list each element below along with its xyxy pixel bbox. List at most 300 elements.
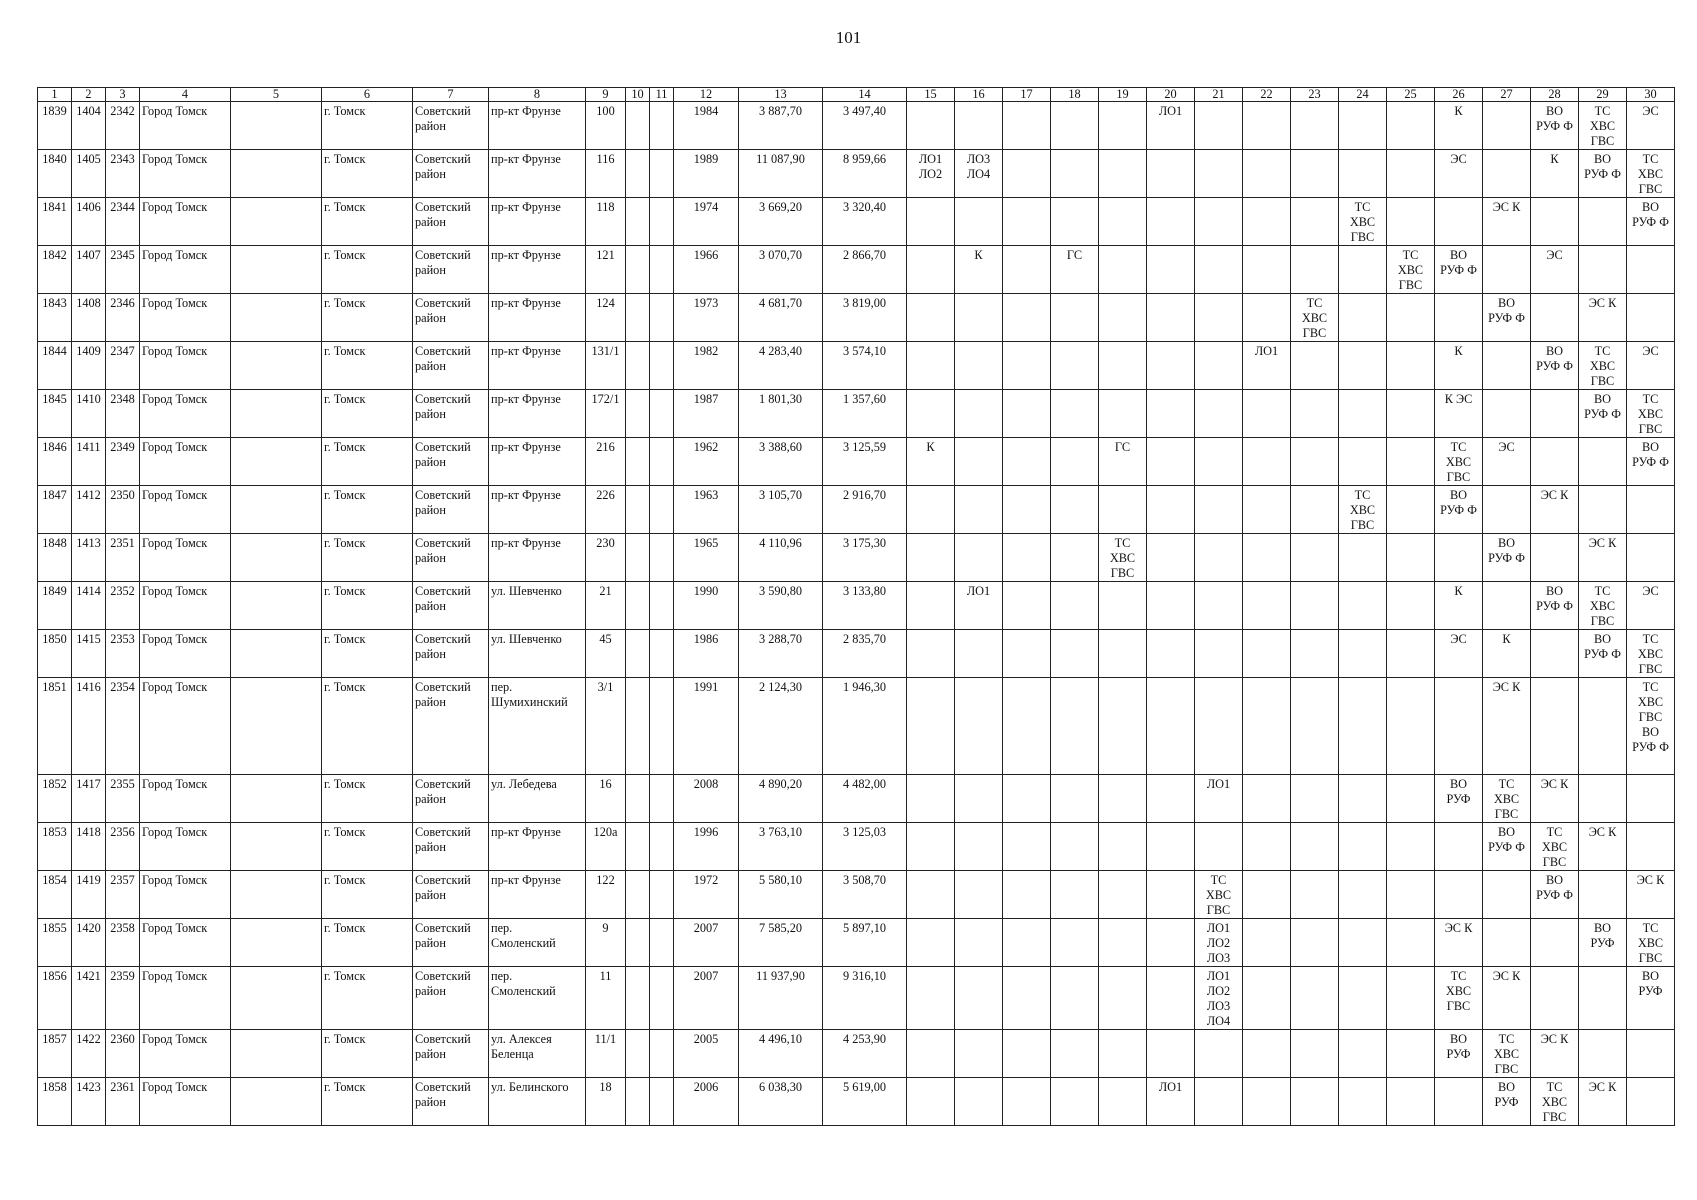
cell-col-2: 1408 [72,294,106,342]
cell-col-19: ГС [1099,438,1147,486]
cell-col-8: пр-кт Фрунзе [489,150,586,198]
cell-col-22 [1243,823,1291,871]
cell-col-2: 1407 [72,246,106,294]
column-header-20: 20 [1147,88,1195,102]
cell-col-25 [1387,438,1435,486]
cell-col-24 [1339,1078,1387,1126]
table-row [38,102,1675,150]
cell-col-17 [1003,775,1051,823]
cell-col-27: ЭС К [1483,967,1531,1030]
cell-col-25 [1387,919,1435,967]
cell-col-14: 3 497,40 [823,102,907,150]
cell-col-13: 3 590,80 [739,582,823,630]
cell-col-18 [1051,342,1099,390]
column-header-11: 11 [650,88,674,102]
cell-col-12: 1991 [674,678,739,775]
cell-col-23 [1291,630,1339,678]
cell-col-29: ТС ХВС ГВС [1579,342,1627,390]
cell-col-22 [1243,1078,1291,1126]
cell-col-19: ТС ХВС ГВС [1099,534,1147,582]
cell-col-4: Город Томск [140,1030,231,1078]
column-header-12: 12 [674,88,739,102]
cell-col-3: 2343 [106,150,140,198]
cell-col-9: 118 [586,198,626,246]
cell-col-27: ЭС К [1483,678,1531,775]
cell-col-13: 3 669,20 [739,198,823,246]
cell-col-18 [1051,919,1099,967]
cell-col-20 [1147,630,1195,678]
cell-col-14: 2 916,70 [823,486,907,534]
cell-col-6: г. Томск [322,534,413,582]
column-header-26: 26 [1435,88,1483,102]
cell-col-9: 9 [586,919,626,967]
cell-col-10 [626,823,650,871]
cell-col-16 [955,871,1003,919]
cell-col-21: ТС ХВС ГВС [1195,871,1243,919]
cell-col-30 [1627,294,1675,342]
cell-col-6: г. Томск [322,967,413,1030]
cell-col-28 [1531,678,1579,775]
cell-col-13: 2 124,30 [739,678,823,775]
cell-col-15 [907,823,955,871]
column-header-19: 19 [1099,88,1147,102]
cell-col-5 [231,919,322,967]
cell-col-16 [955,678,1003,775]
cell-col-11 [650,871,674,919]
cell-col-2: 1411 [72,438,106,486]
cell-col-2: 1417 [72,775,106,823]
cell-col-9: 100 [586,102,626,150]
cell-col-9: 230 [586,534,626,582]
cell-col-21 [1195,150,1243,198]
cell-col-25 [1387,630,1435,678]
cell-col-14: 5 897,10 [823,919,907,967]
table-row [38,582,1675,630]
cell-col-18 [1051,1078,1099,1126]
cell-col-7: Советский район [413,198,489,246]
cell-col-29: ЭС К [1579,294,1627,342]
cell-col-13: 3 763,10 [739,823,823,871]
cell-col-2: 1413 [72,534,106,582]
cell-col-26: К [1435,102,1483,150]
cell-col-25 [1387,582,1435,630]
cell-col-12: 1972 [674,871,739,919]
cell-col-28: ЭС К [1531,486,1579,534]
table-row [38,1030,1675,1078]
cell-col-10 [626,678,650,775]
table-body [38,102,1675,1126]
cell-col-23 [1291,775,1339,823]
cell-col-23 [1291,150,1339,198]
cell-col-30 [1627,775,1675,823]
cell-col-8: пер. Шумихинский [489,678,586,775]
cell-col-27: ТС ХВС ГВС [1483,775,1531,823]
cell-col-16 [955,775,1003,823]
cell-col-22 [1243,438,1291,486]
cell-col-8: ул. Шевченко [489,582,586,630]
cell-col-5 [231,1078,322,1126]
cell-col-28 [1531,198,1579,246]
cell-col-14: 8 959,66 [823,150,907,198]
cell-col-24 [1339,678,1387,775]
cell-col-20 [1147,967,1195,1030]
cell-col-19 [1099,102,1147,150]
cell-col-17 [1003,150,1051,198]
cell-col-25 [1387,294,1435,342]
column-header-28: 28 [1531,88,1579,102]
cell-col-3: 2348 [106,390,140,438]
cell-col-3: 2356 [106,823,140,871]
cell-col-20: ЛО1 [1147,102,1195,150]
cell-col-10 [626,390,650,438]
cell-col-12: 1982 [674,342,739,390]
cell-col-8: ул. Белинского [489,1078,586,1126]
cell-col-3: 2349 [106,438,140,486]
cell-col-3: 2354 [106,678,140,775]
cell-col-11 [650,1078,674,1126]
cell-col-10 [626,871,650,919]
cell-col-1: 1844 [38,342,72,390]
cell-col-11 [650,102,674,150]
cell-col-16 [955,294,1003,342]
cell-col-27: ВО РУФ Ф [1483,823,1531,871]
cell-col-7: Советский район [413,342,489,390]
cell-col-6: г. Томск [322,919,413,967]
cell-col-27 [1483,150,1531,198]
cell-col-13: 3 105,70 [739,486,823,534]
cell-col-9: 18 [586,1078,626,1126]
cell-col-22 [1243,390,1291,438]
cell-col-21 [1195,102,1243,150]
cell-col-30: ЭС [1627,582,1675,630]
cell-col-12: 1966 [674,246,739,294]
table-row [38,534,1675,582]
cell-col-1: 1850 [38,630,72,678]
cell-col-29 [1579,871,1627,919]
cell-col-8: пр-кт Фрунзе [489,871,586,919]
column-header-25: 25 [1387,88,1435,102]
cell-col-5 [231,967,322,1030]
page-number: 101 [835,28,862,47]
column-header-30: 30 [1627,88,1675,102]
cell-col-12: 1996 [674,823,739,871]
cell-col-1: 1847 [38,486,72,534]
cell-col-2: 1415 [72,630,106,678]
cell-col-2: 1420 [72,919,106,967]
cell-col-11 [650,150,674,198]
cell-col-25 [1387,534,1435,582]
cell-col-20 [1147,871,1195,919]
cell-col-8: ул. Шевченко [489,630,586,678]
cell-col-17 [1003,438,1051,486]
table-row [38,1078,1675,1126]
cell-col-4: Город Томск [140,1078,231,1126]
cell-col-27: ВО РУФ Ф [1483,534,1531,582]
cell-col-12: 1963 [674,486,739,534]
cell-col-15: К [907,438,955,486]
cell-col-29 [1579,486,1627,534]
cell-col-8: пр-кт Фрунзе [489,438,586,486]
cell-col-29: ВО РУФ [1579,919,1627,967]
cell-col-20 [1147,198,1195,246]
cell-col-25 [1387,1030,1435,1078]
cell-col-22 [1243,967,1291,1030]
cell-col-3: 2347 [106,342,140,390]
cell-col-15 [907,534,955,582]
cell-col-1: 1839 [38,102,72,150]
cell-col-19 [1099,823,1147,871]
cell-col-11 [650,534,674,582]
cell-col-18 [1051,150,1099,198]
cell-col-29 [1579,775,1627,823]
cell-col-7: Советский район [413,246,489,294]
cell-col-14: 3 175,30 [823,534,907,582]
cell-col-5 [231,342,322,390]
cell-col-12: 2007 [674,919,739,967]
cell-col-23 [1291,582,1339,630]
cell-col-17 [1003,246,1051,294]
cell-col-18 [1051,678,1099,775]
table-row [38,678,1675,775]
cell-col-2: 1409 [72,342,106,390]
cell-col-22: ЛО1 [1243,342,1291,390]
cell-col-28: К [1531,150,1579,198]
cell-col-26: ТС ХВС ГВС [1435,967,1483,1030]
cell-col-11 [650,678,674,775]
column-header-13: 13 [739,88,823,102]
cell-col-28: ЭС [1531,246,1579,294]
cell-col-14: 3 508,70 [823,871,907,919]
cell-col-9: 226 [586,486,626,534]
cell-col-23 [1291,967,1339,1030]
cell-col-28: ЭС К [1531,1030,1579,1078]
cell-col-24 [1339,1030,1387,1078]
cell-col-29 [1579,198,1627,246]
cell-col-16 [955,486,1003,534]
table-row [38,246,1675,294]
cell-col-10 [626,342,650,390]
cell-col-13: 4 283,40 [739,342,823,390]
column-header-10: 10 [626,88,650,102]
cell-col-16 [955,102,1003,150]
cell-col-1: 1858 [38,1078,72,1126]
cell-col-18 [1051,871,1099,919]
cell-col-24 [1339,871,1387,919]
cell-col-19 [1099,678,1147,775]
cell-col-26: ВО РУФ [1435,1030,1483,1078]
cell-col-1: 1843 [38,294,72,342]
cell-col-19 [1099,871,1147,919]
cell-col-5 [231,294,322,342]
cell-col-20 [1147,775,1195,823]
cell-col-9: 11/1 [586,1030,626,1078]
cell-col-30: ТС ХВС ГВС [1627,390,1675,438]
cell-col-4: Город Томск [140,342,231,390]
cell-col-24 [1339,438,1387,486]
cell-col-6: г. Томск [322,438,413,486]
cell-col-20 [1147,150,1195,198]
cell-col-4: Город Томск [140,390,231,438]
cell-col-14: 2 835,70 [823,630,907,678]
cell-col-1: 1852 [38,775,72,823]
cell-col-16 [955,823,1003,871]
cell-col-1: 1857 [38,1030,72,1078]
cell-col-3: 2342 [106,102,140,150]
cell-col-8: пр-кт Фрунзе [489,390,586,438]
cell-col-27 [1483,102,1531,150]
cell-col-17 [1003,630,1051,678]
cell-col-14: 3 320,40 [823,198,907,246]
cell-col-3: 2352 [106,582,140,630]
table-row [38,438,1675,486]
cell-col-23 [1291,871,1339,919]
cell-col-14: 4 482,00 [823,775,907,823]
column-header-4: 4 [140,88,231,102]
cell-col-17 [1003,1030,1051,1078]
cell-col-7: Советский район [413,630,489,678]
cell-col-7: Советский район [413,967,489,1030]
cell-col-2: 1404 [72,102,106,150]
cell-col-22 [1243,678,1291,775]
cell-col-2: 1422 [72,1030,106,1078]
cell-col-9: 3/1 [586,678,626,775]
cell-col-3: 2351 [106,534,140,582]
cell-col-19 [1099,342,1147,390]
cell-col-23 [1291,246,1339,294]
cell-col-1: 1841 [38,198,72,246]
cell-col-8: пр-кт Фрунзе [489,342,586,390]
cell-col-4: Город Томск [140,871,231,919]
cell-col-6: г. Томск [322,1078,413,1126]
column-header-15: 15 [907,88,955,102]
cell-col-6: г. Томск [322,775,413,823]
cell-col-4: Город Томск [140,150,231,198]
cell-col-23: ТС ХВС ГВС [1291,294,1339,342]
column-header-14: 14 [823,88,907,102]
cell-col-8: пр-кт Фрунзе [489,294,586,342]
cell-col-19 [1099,1078,1147,1126]
cell-col-28: ТС ХВС ГВС [1531,1078,1579,1126]
cell-col-6: г. Томск [322,150,413,198]
cell-col-1: 1840 [38,150,72,198]
cell-col-22 [1243,486,1291,534]
cell-col-1: 1842 [38,246,72,294]
cell-col-30: ТС ХВС ГВС ВО РУФ Ф [1627,678,1675,775]
column-header-22: 22 [1243,88,1291,102]
cell-col-22 [1243,294,1291,342]
cell-col-20 [1147,246,1195,294]
cell-col-18 [1051,294,1099,342]
cell-col-10 [626,1030,650,1078]
cell-col-20 [1147,919,1195,967]
cell-col-5 [231,871,322,919]
cell-col-1: 1848 [38,534,72,582]
cell-col-5 [231,775,322,823]
cell-col-26: К [1435,582,1483,630]
cell-col-8: пр-кт Фрунзе [489,102,586,150]
column-header-16: 16 [955,88,1003,102]
cell-col-22 [1243,630,1291,678]
cell-col-21 [1195,823,1243,871]
cell-col-13: 3 388,60 [739,438,823,486]
cell-col-4: Город Томск [140,438,231,486]
cell-col-17 [1003,486,1051,534]
column-header-23: 23 [1291,88,1339,102]
cell-col-17 [1003,342,1051,390]
cell-col-7: Советский район [413,390,489,438]
cell-col-15 [907,390,955,438]
cell-col-11 [650,342,674,390]
cell-col-13: 6 038,30 [739,1078,823,1126]
cell-col-16: ЛО1 [955,582,1003,630]
cell-col-4: Город Томск [140,246,231,294]
cell-col-21 [1195,486,1243,534]
cell-col-15 [907,967,955,1030]
cell-col-19 [1099,390,1147,438]
cell-col-10 [626,534,650,582]
cell-col-22 [1243,198,1291,246]
cell-col-27: К [1483,630,1531,678]
cell-col-16 [955,198,1003,246]
cell-col-27 [1483,486,1531,534]
cell-col-15 [907,486,955,534]
cell-col-29: ВО РУФ Ф [1579,150,1627,198]
cell-col-26: ЭС [1435,150,1483,198]
cell-col-6: г. Томск [322,198,413,246]
cell-col-13: 4 110,96 [739,534,823,582]
cell-col-23 [1291,342,1339,390]
cell-col-21 [1195,390,1243,438]
cell-col-29 [1579,438,1627,486]
cell-col-17 [1003,871,1051,919]
cell-col-11 [650,438,674,486]
cell-col-15 [907,919,955,967]
cell-col-23 [1291,486,1339,534]
cell-col-5 [231,678,322,775]
cell-col-5 [231,486,322,534]
cell-col-18 [1051,198,1099,246]
cell-col-27 [1483,871,1531,919]
cell-col-3: 2350 [106,486,140,534]
cell-col-18 [1051,1030,1099,1078]
cell-col-9: 172/1 [586,390,626,438]
cell-col-28 [1531,438,1579,486]
cell-col-27: ЭС [1483,438,1531,486]
cell-col-14: 3 819,00 [823,294,907,342]
cell-col-2: 1418 [72,823,106,871]
cell-col-26: К [1435,342,1483,390]
cell-col-23 [1291,198,1339,246]
table-row [38,871,1675,919]
cell-col-22 [1243,919,1291,967]
cell-col-27 [1483,342,1531,390]
cell-col-30 [1627,486,1675,534]
cell-col-17 [1003,919,1051,967]
cell-col-4: Город Томск [140,582,231,630]
cell-col-23 [1291,678,1339,775]
cell-col-13: 4 496,10 [739,1030,823,1078]
cell-col-19 [1099,919,1147,967]
cell-col-6: г. Томск [322,342,413,390]
cell-col-8: ул. Лебедева [489,775,586,823]
cell-col-21 [1195,294,1243,342]
cell-col-10 [626,582,650,630]
header-row [38,88,1675,102]
cell-col-12: 1986 [674,630,739,678]
cell-col-30: ВО РУФ [1627,967,1675,1030]
cell-col-30: ЭС К [1627,871,1675,919]
cell-col-5 [231,438,322,486]
